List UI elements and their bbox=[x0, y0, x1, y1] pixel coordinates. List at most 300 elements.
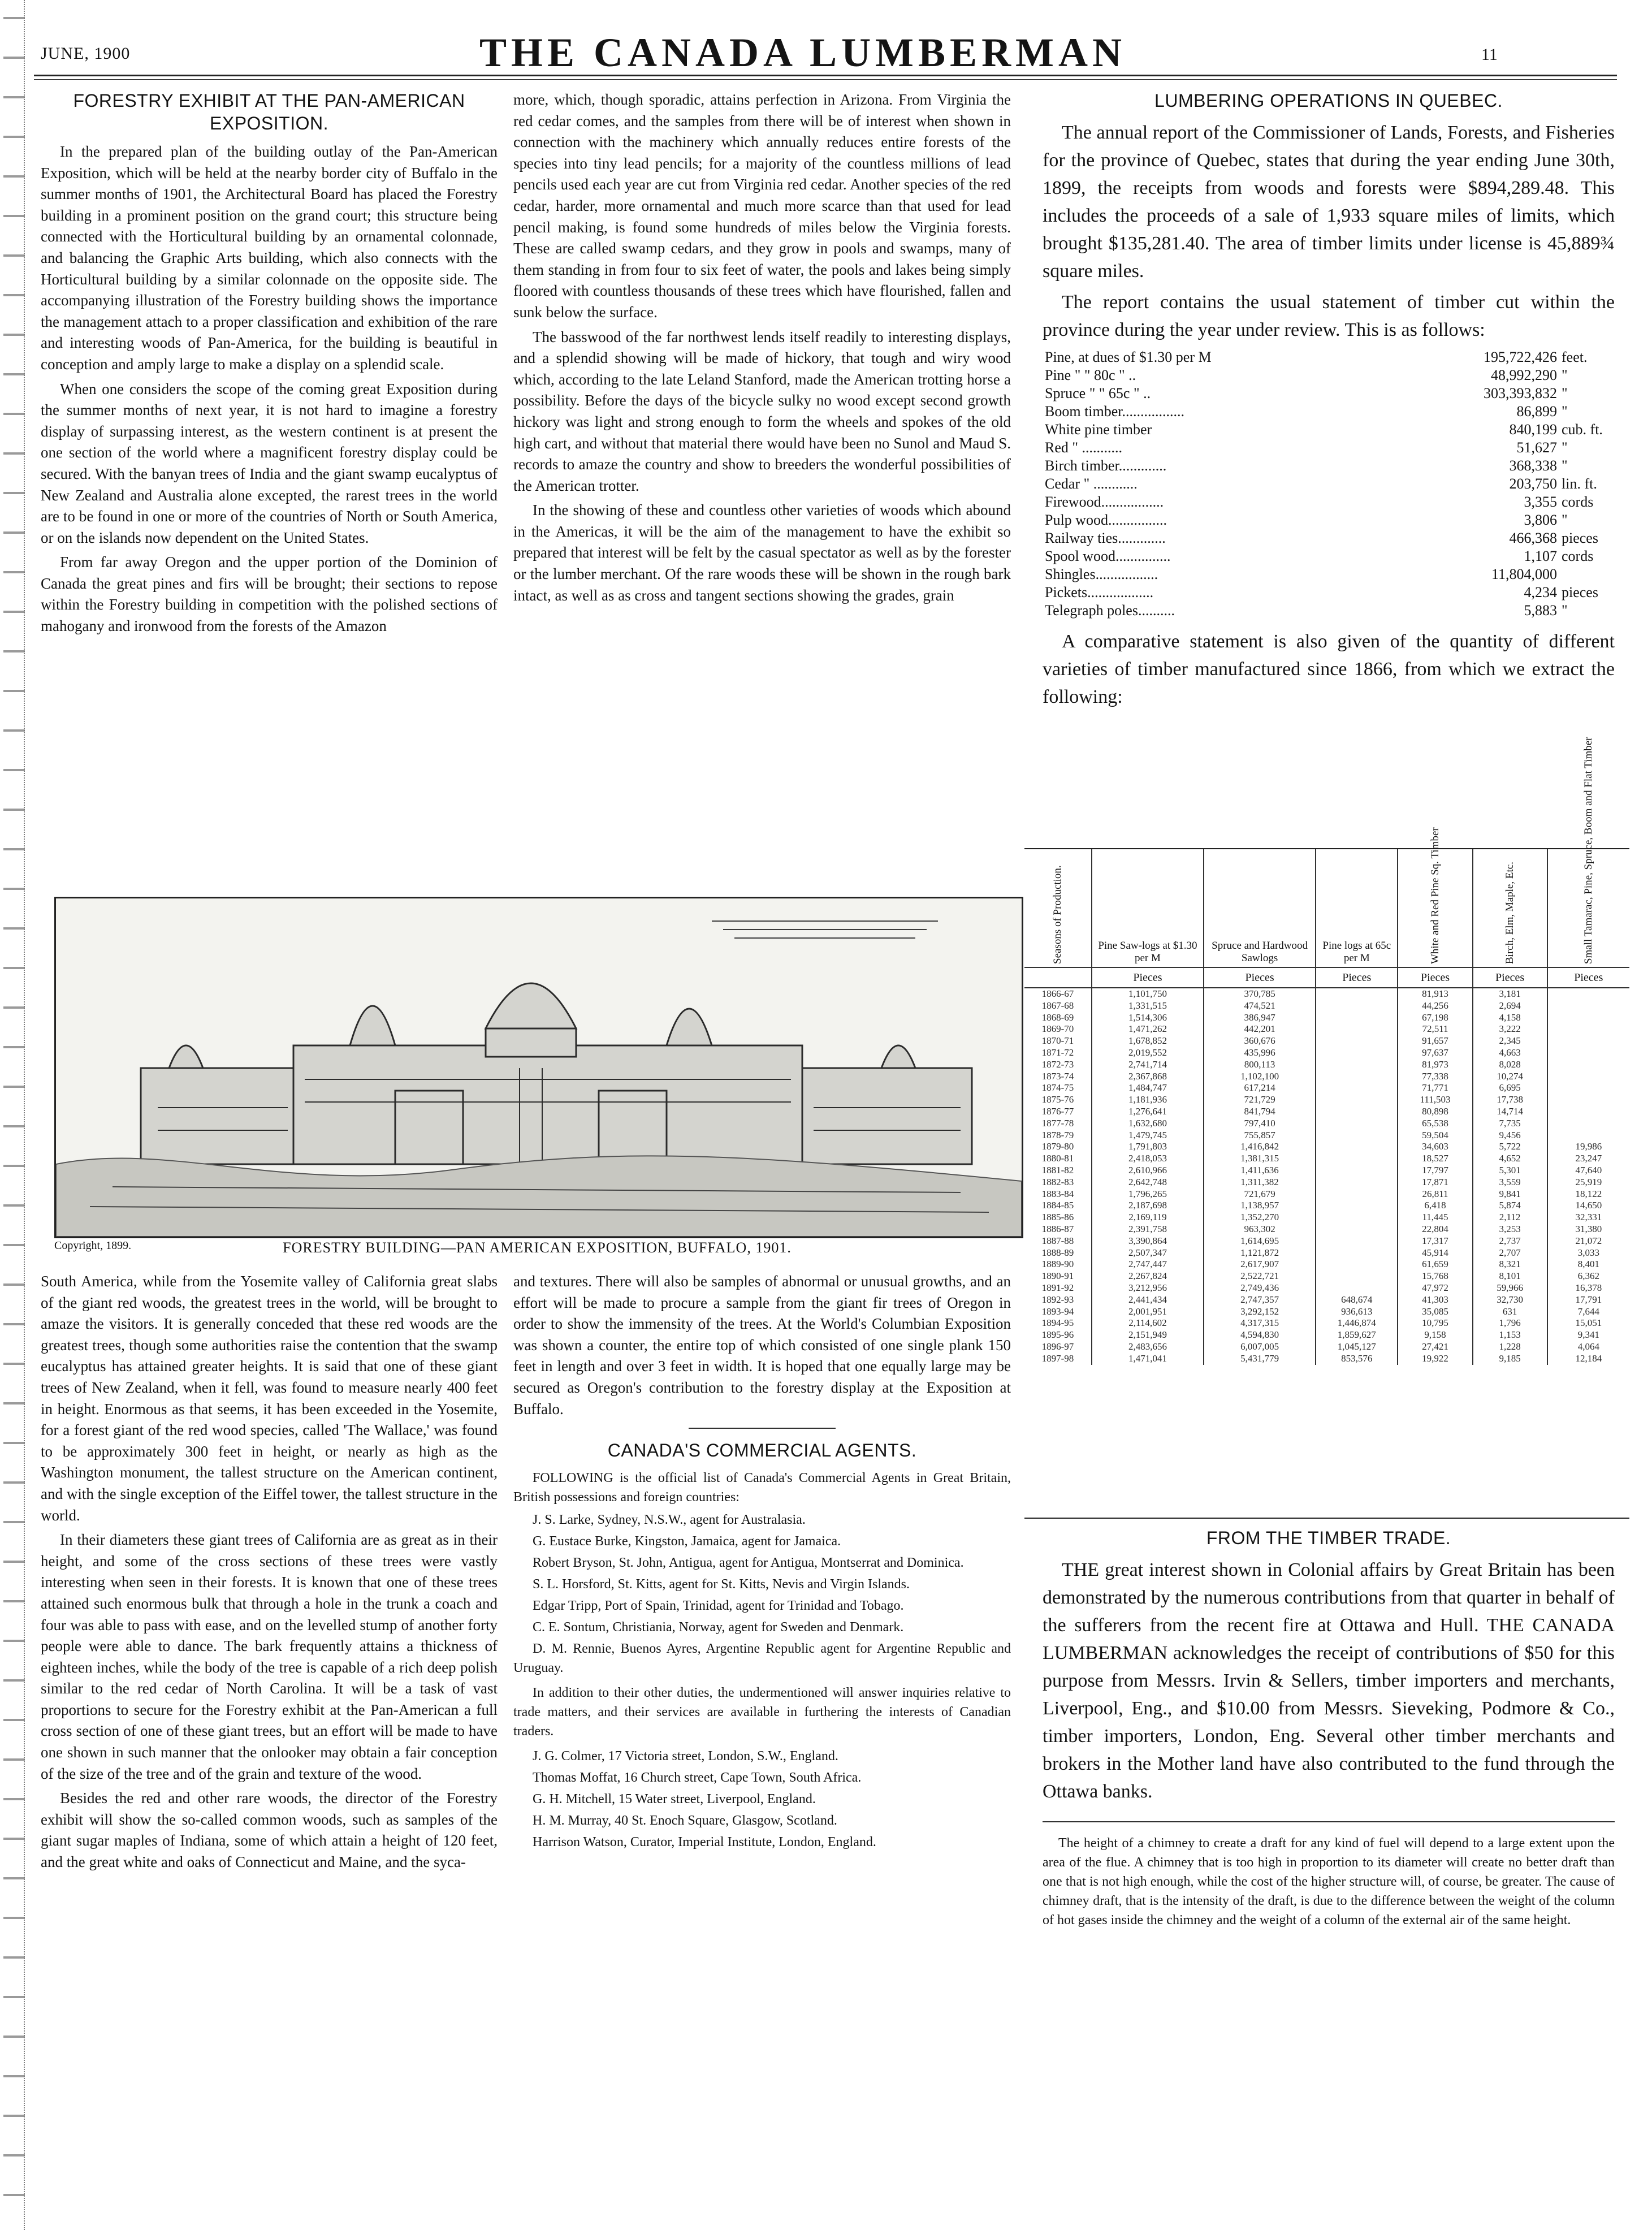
stats-cell: 1,859,627 bbox=[1316, 1329, 1398, 1341]
stats-cell bbox=[1547, 1012, 1629, 1024]
stats-cell: 1892-93 bbox=[1041, 1294, 1074, 1305]
stats-cell bbox=[1316, 1071, 1398, 1083]
stats-cell: 22,804 bbox=[1398, 1224, 1472, 1235]
stats-cell: 111,503 bbox=[1398, 1094, 1472, 1106]
stats-cell: 14,714 bbox=[1473, 1106, 1547, 1118]
timber-cut-row bbox=[1043, 493, 1615, 511]
stats-cell: 1889-90 bbox=[1041, 1259, 1074, 1270]
stats-cell: 17,791 bbox=[1547, 1294, 1629, 1306]
timber-cut-label: Red " ........... bbox=[1045, 439, 1122, 456]
stats-cell: 1878-79 bbox=[1041, 1129, 1074, 1140]
stats-cell: 2,747,447 bbox=[1092, 1259, 1204, 1270]
stats-cell: 15,051 bbox=[1547, 1317, 1629, 1329]
production-statistics-table bbox=[1024, 737, 1629, 1519]
forestry-paragraph: In the prepared plan of the building outlay of the Pan-American Exposition, which will be held at the nearby border city of Buffalo in the summer months of 1901, the Architectural Board has placed the Forestry building in a prominent position on the grand court; this structure being connected with the Horticultural building by an ornamental colonnade, and balancing the Graphic Arts building, which also connects with the Horticultural building by a similar colonnade on the opposite side. The accompanying illustration of the Forestry building shows the importance the management attach to a proper classification and exhibition of the rare and interesting woods of Pan-America, for the building is beautiful in conception and amply large to make a display on a splendid scale. bbox=[41, 143, 498, 373]
stats-column-header bbox=[1204, 849, 1316, 967]
stats-cell: 3,390,864 bbox=[1092, 1235, 1204, 1247]
stats-cell: 853,576 bbox=[1316, 1353, 1398, 1365]
stats-cell: 67,198 bbox=[1398, 1012, 1472, 1024]
stats-cell: 6,695 bbox=[1473, 1082, 1547, 1094]
stats-cell: 1893-94 bbox=[1041, 1306, 1074, 1317]
stats-unit-cell: Pieces bbox=[1547, 967, 1629, 988]
stats-cell: 8,028 bbox=[1473, 1059, 1547, 1071]
stats-row bbox=[1024, 1235, 1629, 1247]
stats-cell: 2,694 bbox=[1473, 1000, 1547, 1012]
stats-cell bbox=[1316, 1094, 1398, 1106]
stats-row bbox=[1024, 988, 1629, 1000]
caption-text: FORESTRY BUILDING—PAN AMERICAN EXPOSITION, BUFFALO, 1901. bbox=[283, 1239, 792, 1256]
forestry-column-1-continued bbox=[41, 1271, 498, 1877]
stats-cell: 1,514,306 bbox=[1092, 1012, 1204, 1024]
stats-cell: 631 bbox=[1473, 1306, 1547, 1318]
stats-cell: 1,796 bbox=[1473, 1317, 1547, 1329]
stats-cell: 360,676 bbox=[1204, 1035, 1316, 1047]
timber-cut-value: 203,750 bbox=[1509, 476, 1557, 492]
timber-trade-paragraph: THE great interest shown in Colonial affairs by Great Britain has been demonstrated by the numerous contributions from that quarter in behalf of the sufferers from the recent fire at Ottawa and Hull. THE CANADA LUMBERMAN acknowledges the receipt of contributions of $50 for this purpose from Messrs. Irvin & Sellers, timber importers and merchants, Liverpool, Eng., and $10.00 from Messrs. Sieveking, Podmore & Co., timber importers, London, Eng. Several other timber merchants and brokers in the Mother land have also contributed to the fund through the Ottawa banks. bbox=[1043, 1559, 1615, 1802]
stats-cell: 1866-67 bbox=[1041, 988, 1074, 999]
stats-column-header bbox=[1316, 849, 1398, 967]
stats-cell: 435,996 bbox=[1204, 1047, 1316, 1059]
stats-cell bbox=[1316, 1212, 1398, 1224]
section-rule bbox=[689, 1428, 836, 1429]
forestry-building-drawing bbox=[56, 898, 1022, 1237]
stats-cell: 1897-98 bbox=[1041, 1352, 1074, 1364]
forestry-paragraph: South America, while from the Yosemite valley of California great slabs of the giant red woods, the greatest trees in the world, will be brought to amaze the visitors. It is generally conceded that these red woods are the greatest trees, though some authorities raise the contention that the swamp eucalyptus has attained greater heights. It is said that one of these giant trees of New Zealand, when it fell, was found to measure nearly 400 feet in height. Enormous as that seems, it has been exceeded in the Yosemite, for a forest giant of the red wood species, called 'The Wallace,' was found to be approximately 300 feet in height, or nearly as high as the Washington monument, the tallest structure on the American continent, and with the single exception of the Eiffel tower, the tallest structure in the world. bbox=[41, 1273, 498, 1524]
stats-cell: 797,410 bbox=[1204, 1118, 1316, 1130]
stats-cell: 5,431,779 bbox=[1204, 1353, 1316, 1365]
stats-cell: 2,019,552 bbox=[1092, 1047, 1204, 1059]
forestry-column-1 bbox=[41, 89, 498, 641]
timber-cut-value: 5,883 bbox=[1524, 602, 1557, 619]
timber-cut-value: 840,199 bbox=[1509, 421, 1557, 438]
timber-cut-table bbox=[1043, 348, 1615, 620]
stats-cell: 91,657 bbox=[1398, 1035, 1472, 1047]
stats-cell: 7,644 bbox=[1547, 1306, 1629, 1318]
stats-cell: 2,749,436 bbox=[1204, 1282, 1316, 1294]
stats-cell: 1872-73 bbox=[1041, 1058, 1074, 1070]
stats-row bbox=[1024, 1270, 1629, 1282]
stats-cell: 386,947 bbox=[1204, 1012, 1316, 1024]
stats-cell: 1869-70 bbox=[1041, 1023, 1074, 1035]
stats-cell: 9,158 bbox=[1398, 1329, 1472, 1341]
timber-cut-label: Spool wood............... bbox=[1045, 548, 1171, 564]
timber-cut-unit: cub. ft. bbox=[1562, 421, 1603, 438]
stats-cell: 1,311,382 bbox=[1204, 1177, 1316, 1189]
stats-cell: 1868-69 bbox=[1041, 1012, 1074, 1023]
stats-cell bbox=[1316, 1023, 1398, 1035]
stats-cell: 2,737 bbox=[1473, 1235, 1547, 1247]
stats-column-header bbox=[1398, 827, 1472, 967]
stats-header-text: Pine Saw-logs at $1.30 per M bbox=[1098, 940, 1197, 964]
timber-cut-unit: " bbox=[1562, 385, 1568, 401]
stats-cell bbox=[1316, 1000, 1398, 1012]
stats-column-header bbox=[1024, 849, 1092, 967]
stats-cell: 4,064 bbox=[1547, 1341, 1629, 1353]
stats-cell: 17,738 bbox=[1473, 1094, 1547, 1106]
timber-cut-label: Pickets.................. bbox=[1045, 584, 1154, 600]
stats-cell: 2,114,602 bbox=[1092, 1317, 1204, 1329]
stats-cell: 2,418,053 bbox=[1092, 1153, 1204, 1165]
stats-cell bbox=[1547, 1118, 1629, 1130]
timber-cut-label: Pine, at dues of $1.30 per M bbox=[1045, 349, 1212, 365]
stats-cell: 4,663 bbox=[1473, 1047, 1547, 1059]
stats-cell: 1888-89 bbox=[1041, 1247, 1074, 1258]
stats-cell: 2,483,656 bbox=[1092, 1341, 1204, 1353]
stats-cell bbox=[1547, 1047, 1629, 1059]
issue-date: JUNE, 1900 bbox=[41, 44, 131, 63]
stats-cell: 2,707 bbox=[1473, 1247, 1547, 1259]
stats-column-header bbox=[1092, 849, 1204, 967]
stats-cell: 1,121,872 bbox=[1204, 1247, 1316, 1259]
stats-cell bbox=[1316, 1059, 1398, 1071]
stats-row bbox=[1024, 1035, 1629, 1047]
stats-cell: 1,471,041 bbox=[1092, 1353, 1204, 1365]
stats-cell bbox=[1547, 1000, 1629, 1012]
timber-cut-value: 1,107 bbox=[1524, 548, 1557, 564]
stats-cell bbox=[1316, 1282, 1398, 1294]
stats-cell: 1,411,636 bbox=[1204, 1165, 1316, 1177]
stats-cell: 4,317,315 bbox=[1204, 1317, 1316, 1329]
stats-cell: 2,617,907 bbox=[1204, 1259, 1316, 1270]
stats-cell: 9,456 bbox=[1473, 1130, 1547, 1142]
stats-cell: 17,871 bbox=[1398, 1177, 1472, 1189]
stats-row bbox=[1024, 1200, 1629, 1212]
forestry-paragraph: When one considers the scope of the coming great Exposition during the summer months of next year, it is not hard to imagine a forestry display of surpassing interest, as the western continent is at present the one section of the world where a magnificent forestry display could be secured. With the banyan trees of India and the giant swamp eucalyptus of New Zealand and Australia alone excepted, the rarest trees in the world are to be found in one or more of the countries of North or South America, or on the islands now dependent on the United States. bbox=[41, 380, 498, 546]
quebec-heading: LUMBERING OPERATIONS IN QUEBEC. bbox=[1154, 90, 1503, 111]
agent-entry: Robert Bryson, St. John, Antigua, agent for Antigua, Montserrat and Dominica. bbox=[533, 1555, 964, 1571]
stats-cell: 841,794 bbox=[1204, 1106, 1316, 1118]
stats-cell: 1877-78 bbox=[1041, 1117, 1074, 1129]
stats-cell: 3,181 bbox=[1473, 988, 1547, 1000]
forestry-paragraph: From far away Oregon and the upper portion of the Dominion of Canada the great pines and firs will be brought; their sections to repose within the Forestry building in competition with the polished sections of mahogany and ironwood from the forests of the Amazon bbox=[41, 554, 498, 635]
newspaper-title: THE CANADA LUMBERMAN bbox=[479, 30, 1127, 75]
timber-cut-row bbox=[1043, 439, 1615, 457]
stats-row bbox=[1024, 1294, 1629, 1306]
stats-cell: 10,795 bbox=[1398, 1317, 1472, 1329]
stats-cell: 31,380 bbox=[1547, 1224, 1629, 1235]
timber-cut-row bbox=[1043, 403, 1615, 421]
stats-cell: 6,007,005 bbox=[1204, 1341, 1316, 1353]
stats-unit-cell: Pieces bbox=[1473, 967, 1547, 988]
stats-row bbox=[1024, 1023, 1629, 1035]
timber-cut-label: Railway ties............. bbox=[1045, 530, 1166, 546]
stats-cell: 8,321 bbox=[1473, 1259, 1547, 1270]
stats-cell: 47,640 bbox=[1547, 1165, 1629, 1177]
stats-cell: 3,033 bbox=[1547, 1247, 1629, 1259]
stats-cell: 34,603 bbox=[1398, 1141, 1472, 1153]
stats-cell bbox=[1547, 1106, 1629, 1118]
stats-cell: 19,986 bbox=[1547, 1141, 1629, 1153]
timber-cut-unit: " bbox=[1562, 439, 1568, 456]
masthead-rule-thin bbox=[34, 79, 1617, 80]
stats-row bbox=[1024, 1118, 1629, 1130]
stats-cell bbox=[1547, 1082, 1629, 1094]
agent-entry: Harrison Watson, Curator, Imperial Institute, London, England. bbox=[533, 1835, 876, 1850]
stats-cell: 2,112 bbox=[1473, 1212, 1547, 1224]
agents-body bbox=[513, 1468, 1011, 1852]
agents-heading: CANADA'S COMMERCIAL AGENTS. bbox=[607, 1440, 917, 1461]
agents-middle: In addition to their other duties, the undermentioned will answer inquiries relative to trade matters, and their services are available in furthering the interests of Canadian traders. bbox=[513, 1686, 1011, 1739]
copyright-note: Copyright, 1899. bbox=[54, 1239, 132, 1252]
stats-cell: 1,138,957 bbox=[1204, 1200, 1316, 1212]
stats-cell: 5,722 bbox=[1473, 1141, 1547, 1153]
stats-row bbox=[1024, 1082, 1629, 1094]
stats-cell: 1,153 bbox=[1473, 1329, 1547, 1341]
stats-unit-cell bbox=[1024, 967, 1092, 988]
timber-cut-value: 11,804,000 bbox=[1491, 566, 1557, 582]
stats-cell: 1884-85 bbox=[1041, 1200, 1074, 1211]
stats-row bbox=[1024, 1059, 1629, 1071]
stats-cell: 1874-75 bbox=[1041, 1082, 1074, 1094]
stats-cell: 5,301 bbox=[1473, 1165, 1547, 1177]
stats-cell: 5,874 bbox=[1473, 1200, 1547, 1212]
stats-cell: 35,085 bbox=[1398, 1306, 1472, 1318]
stats-cell bbox=[1316, 1035, 1398, 1047]
timber-cut-value: 3,355 bbox=[1524, 494, 1557, 510]
stats-row bbox=[1024, 1306, 1629, 1318]
stats-cell: 2,151,949 bbox=[1092, 1329, 1204, 1341]
stats-row bbox=[1024, 1153, 1629, 1165]
stats-cell: 1,632,680 bbox=[1092, 1118, 1204, 1130]
stats-row bbox=[1024, 1047, 1629, 1059]
forestry-column-2-continued bbox=[513, 1271, 1011, 1854]
stats-unit-cell: Pieces bbox=[1092, 967, 1204, 988]
stats-cell: 17,797 bbox=[1398, 1165, 1472, 1177]
stats-cell: 12,184 bbox=[1547, 1353, 1629, 1365]
timber-cut-unit: feet. bbox=[1562, 349, 1588, 365]
agent-entry: Edgar Tripp, Port of Spain, Trinidad, agent for Trinidad and Tobago. bbox=[533, 1598, 904, 1614]
timber-cut-value: 3,806 bbox=[1524, 512, 1557, 528]
timber-cut-row bbox=[1043, 511, 1615, 529]
forestry-paragraph: In the showing of these and countless other varieties of woods which abound in the Americas, it will be the aim of the management to have the exhibit so prepared that interest will be felt by the casual spectator as well as by the forester or the lumber merchant. Of the rare woods these will be shown in the rough bark intact, as well as as cross and tangent sections showing the grades, grain bbox=[513, 502, 1011, 604]
stats-cell: 3,253 bbox=[1473, 1224, 1547, 1235]
stats-cell: 1,484,747 bbox=[1092, 1082, 1204, 1094]
timber-cut-row bbox=[1043, 421, 1615, 439]
stats-cell: 3,212,956 bbox=[1092, 1282, 1204, 1294]
stats-cell bbox=[1316, 1189, 1398, 1200]
stats-cell: 1885-86 bbox=[1041, 1212, 1074, 1223]
stats-cell bbox=[1547, 1035, 1629, 1047]
stats-cell: 1883-84 bbox=[1041, 1188, 1074, 1199]
timber-cut-value: 368,338 bbox=[1509, 457, 1557, 474]
stats-row bbox=[1024, 1224, 1629, 1235]
stats-cell: 2,507,347 bbox=[1092, 1247, 1204, 1259]
agent-entry: H. M. Murray, 40 St. Enoch Square, Glasgow, Scotland. bbox=[533, 1813, 837, 1829]
stats-unit-cell: Pieces bbox=[1398, 967, 1472, 988]
stats-row bbox=[1024, 1012, 1629, 1024]
stats-cell: 71,771 bbox=[1398, 1082, 1472, 1094]
stats-cell: 721,729 bbox=[1204, 1094, 1316, 1106]
timber-cut-label: Cedar " ............ bbox=[1045, 476, 1138, 492]
stats-cell: 27,421 bbox=[1398, 1341, 1472, 1353]
forestry-paragraph: more, which, though sporadic, attains perfection in Arizona. From Virginia the red cedar comes, and the samples from there will be of interest when shown in connection with the machinery which annually reduces entire forests of the species into tiny lead pencils; for a majority of the countless millions of lead pencils used each year are cut from Virginia red cedar. Another species of the red cedar, harder, more ornamental and much more scarce than that used for lead pencil making, is found some hundreds of miles below the Virginia forests. These are called swamp cedars, and they grow in pools and swamps, many of them standing in from four to six feet of water, the pools and lakes being simply floored with countless thousands of these trees which have flourished, fallen and sunk below the surface. bbox=[513, 91, 1011, 321]
stats-cell: 80,898 bbox=[1398, 1106, 1472, 1118]
stats-cell: 2,001,951 bbox=[1092, 1306, 1204, 1318]
stats-cell bbox=[1316, 1047, 1398, 1059]
timber-cut-label: Shingles................. bbox=[1045, 566, 1158, 582]
stats-cell: 1867-68 bbox=[1041, 1000, 1074, 1011]
agent-entry: C. E. Sontum, Christiania, Norway, agent for Sweden and Denmark. bbox=[533, 1620, 904, 1635]
stats-cell bbox=[1547, 1130, 1629, 1142]
stats-cell: 1881-82 bbox=[1041, 1164, 1074, 1175]
stats-cell: 1875-76 bbox=[1041, 1094, 1074, 1105]
stats-cell: 1887-88 bbox=[1041, 1235, 1074, 1246]
stats-cell: 2,642,748 bbox=[1092, 1177, 1204, 1189]
timber-cut-row bbox=[1043, 384, 1615, 403]
stats-cell: 81,913 bbox=[1398, 988, 1472, 1000]
timber-cut-row bbox=[1043, 602, 1615, 620]
stats-cell bbox=[1547, 1059, 1629, 1071]
stats-cell: 617,214 bbox=[1204, 1082, 1316, 1094]
stats-row bbox=[1024, 1212, 1629, 1224]
stats-unit-cell: Pieces bbox=[1316, 967, 1398, 988]
stats-cell: 23,247 bbox=[1547, 1153, 1629, 1165]
stats-cell: 97,637 bbox=[1398, 1047, 1472, 1059]
chimney-paragraph: The height of a chimney to create a draft for any kind of fuel will depend to a large extent upon the area of the flue. A chimney that is too high in proportion to its diameter will create no better draft than one that is not high enough, while the cost of the higher structure will, of course, be greater. The cause of chimney draft, that is the intensity of the draft, is due to the difference between the weight of the column of hot gases inside the chimney and the weight of a column of the external air of the same height. bbox=[1043, 1836, 1615, 1928]
stats-cell: 1873-74 bbox=[1041, 1070, 1074, 1082]
stats-row bbox=[1024, 1341, 1629, 1353]
stats-cell: 1894-95 bbox=[1041, 1317, 1074, 1329]
stats-cell: 9,185 bbox=[1473, 1353, 1547, 1365]
timber-cut-row bbox=[1043, 457, 1615, 475]
stats-header-text: Spruce and Hardwood Sawlogs bbox=[1212, 940, 1308, 964]
timber-cut-unit: cords bbox=[1562, 494, 1594, 510]
stats-cell: 8,101 bbox=[1473, 1270, 1547, 1282]
stats-cell: 1,796,265 bbox=[1092, 1189, 1204, 1200]
quebec-paragraph: The annual report of the Commissioner of Lands, Forests, and Fisheries for the province of Quebec, states that during the year ending June 30th, 1899, the receipts from woods and forests were $894,289.48. This includes the proceeds of a sale of 1,933 square miles of limits, which brought $135,281.40. The area of timber limits under license is 45,889¾ square miles. bbox=[1043, 122, 1615, 282]
stats-units-row bbox=[1024, 967, 1629, 988]
stats-cell: 1,331,515 bbox=[1092, 1000, 1204, 1012]
timber-cut-label: Boom timber................. bbox=[1045, 403, 1184, 420]
stats-header-text: White and Red Pine Sq. Timber bbox=[1429, 827, 1441, 964]
stats-cell bbox=[1316, 1118, 1398, 1130]
stats-row bbox=[1024, 1106, 1629, 1118]
stats-cell: 17,317 bbox=[1398, 1235, 1472, 1247]
stats-cell: 1,102,100 bbox=[1204, 1071, 1316, 1083]
stats-cell: 1,678,852 bbox=[1092, 1035, 1204, 1047]
timber-cut-row bbox=[1043, 547, 1615, 565]
forestry-heading: FORESTRY EXHIBIT AT THE PAN-AMERICAN EXPOSITION. bbox=[73, 90, 465, 133]
stats-cell: 800,113 bbox=[1204, 1059, 1316, 1071]
stats-cell: 1,791,803 bbox=[1092, 1141, 1204, 1153]
stats-cell: 2,391,758 bbox=[1092, 1224, 1204, 1235]
timber-cut-unit: lin. ft. bbox=[1562, 476, 1597, 492]
stats-cell: 1,416,842 bbox=[1204, 1141, 1316, 1153]
agent-entry: D. M. Rennie, Buenos Ayres, Argentine Republic agent for Argentine Republic and Uruguay. bbox=[513, 1641, 1011, 1676]
stats-cell bbox=[1316, 1082, 1398, 1094]
stats-cell: 1,352,270 bbox=[1204, 1212, 1316, 1224]
stats-cell bbox=[1316, 1247, 1398, 1259]
agent-entry: J. G. Colmer, 17 Victoria street, London, S.W., England. bbox=[533, 1749, 838, 1764]
stats-cell: 16,378 bbox=[1547, 1282, 1629, 1294]
timber-cut-value: 86,899 bbox=[1516, 403, 1557, 420]
stats-row bbox=[1024, 1141, 1629, 1153]
stats-cell: 4,158 bbox=[1473, 1012, 1547, 1024]
stats-cell bbox=[1316, 1153, 1398, 1165]
page-number: 11 bbox=[1481, 45, 1498, 64]
stats-cell: 721,679 bbox=[1204, 1189, 1316, 1200]
stats-cell: 9,841 bbox=[1473, 1189, 1547, 1200]
stats-cell: 370,785 bbox=[1204, 988, 1316, 1000]
stats-cell bbox=[1316, 1165, 1398, 1177]
timber-cut-label: Firewood................. bbox=[1045, 494, 1164, 510]
stats-cell bbox=[1316, 1177, 1398, 1189]
quebec-paragraph: A comparative statement is also given of the quantity of different varieties of timber manufactured since 1866, from which we extract the following: bbox=[1043, 631, 1615, 707]
stats-cell: 25,919 bbox=[1547, 1177, 1629, 1189]
timber-cut-unit: " bbox=[1562, 457, 1568, 474]
stats-row bbox=[1024, 1317, 1629, 1329]
stats-cell: 19,922 bbox=[1398, 1353, 1472, 1365]
stats-cell: 32,331 bbox=[1547, 1212, 1629, 1224]
timber-trade-heading: FROM THE TIMBER TRADE. bbox=[1206, 1528, 1451, 1548]
stats-cell: 15,768 bbox=[1398, 1270, 1472, 1282]
stats-cell: 21,072 bbox=[1547, 1235, 1629, 1247]
timber-cut-row bbox=[1043, 475, 1615, 493]
stats-cell: 9,341 bbox=[1547, 1329, 1629, 1341]
stats-cell: 10,274 bbox=[1473, 1071, 1547, 1083]
stats-cell: 2,267,824 bbox=[1092, 1270, 1204, 1282]
stats-cell: 1,471,262 bbox=[1092, 1023, 1204, 1035]
stats-cell: 2,610,966 bbox=[1092, 1165, 1204, 1177]
stats-cell: 1880-81 bbox=[1041, 1153, 1074, 1164]
stats-cell: 65,538 bbox=[1398, 1118, 1472, 1130]
stats-cell: 2,367,868 bbox=[1092, 1071, 1204, 1083]
stats-cell: 2,747,357 bbox=[1204, 1294, 1316, 1306]
timber-cut-label: Birch timber............. bbox=[1045, 457, 1167, 474]
stats-row bbox=[1024, 1259, 1629, 1270]
forestry-paragraph: and textures. There will also be samples of abnormal or unusual growths, and an effort will be made to procure a sample from the giant fir trees of Oregon in order to show the immensity of the trees. At the World's Columbian Exposition was shown a counter, the entire top of which consisted of one single plank 150 feet in length and over 3 feet in width. It is hoped that one equally large may be secured as Oregon's contribution to the forestry display at the Exposition at Buffalo. bbox=[513, 1273, 1011, 1417]
stats-cell bbox=[1547, 988, 1629, 1000]
stats-cell: 2,741,714 bbox=[1092, 1059, 1204, 1071]
agent-entry: Thomas Moffat, 16 Church street, Cape Town, South Africa. bbox=[533, 1770, 862, 1786]
stats-row bbox=[1024, 1282, 1629, 1294]
stats-cell: 45,914 bbox=[1398, 1247, 1472, 1259]
stats-cell: 1,101,750 bbox=[1092, 988, 1204, 1000]
stats-cell: 2,187,698 bbox=[1092, 1200, 1204, 1212]
stats-cell: 59,504 bbox=[1398, 1130, 1472, 1142]
stats-cell: 8,401 bbox=[1547, 1259, 1629, 1270]
stats-cell: 1882-83 bbox=[1041, 1176, 1074, 1187]
timber-cut-label: Pine " " 80c " .. bbox=[1045, 367, 1136, 383]
stats-cell: 72,511 bbox=[1398, 1023, 1472, 1035]
stats-row bbox=[1024, 1177, 1629, 1189]
masthead-rule bbox=[34, 75, 1617, 76]
stats-cell: 1,181,936 bbox=[1092, 1094, 1204, 1106]
agents-intro: FOLLOWING is the official list of Canada's Commercial Agents in Great Britain, British possessions and foreign countries: bbox=[513, 1471, 1011, 1505]
stats-row bbox=[1024, 1189, 1629, 1200]
stats-cell: 1879-80 bbox=[1041, 1141, 1074, 1152]
stats-cell: 2,522,721 bbox=[1204, 1270, 1316, 1282]
timber-cut-label: Pulp wood................ bbox=[1045, 512, 1167, 528]
stats-cell: 1890-91 bbox=[1041, 1270, 1074, 1282]
stats-cell: 963,302 bbox=[1204, 1224, 1316, 1235]
stats-cell bbox=[1316, 1259, 1398, 1270]
timber-trade-column bbox=[1043, 1527, 1615, 1930]
stats-cell bbox=[1316, 1106, 1398, 1118]
stats-cell: 32,730 bbox=[1473, 1294, 1547, 1306]
forestry-paragraph: The basswood of the far northwest lends itself readily to interesting displays, and a splendid showing will be made of hickory, that tough and wiry wood which, according to the late Leland Stanford, made the American trotting horse a possibility. Before the days of the bicycle sulky no wood except second growth hickory was light and strong enough to form the wheels and spokes of the old high cart, and without that material there would have been no Sunol and Maud S. records to amaze the country and show to breeders the wonderful possibilities of the American trotter. bbox=[513, 328, 1011, 494]
stats-unit-cell: Pieces bbox=[1204, 967, 1316, 988]
stats-cell bbox=[1316, 1130, 1398, 1142]
stats-row bbox=[1024, 1165, 1629, 1177]
stats-cell bbox=[1547, 1094, 1629, 1106]
stats-cell: 1891-92 bbox=[1041, 1282, 1074, 1293]
stats-cell: 1,381,315 bbox=[1204, 1153, 1316, 1165]
stats-cell: 7,735 bbox=[1473, 1118, 1547, 1130]
timber-cut-value: 48,992,290 bbox=[1491, 367, 1557, 383]
section-rule bbox=[1043, 1821, 1615, 1822]
binding-edge bbox=[3, 0, 25, 2230]
